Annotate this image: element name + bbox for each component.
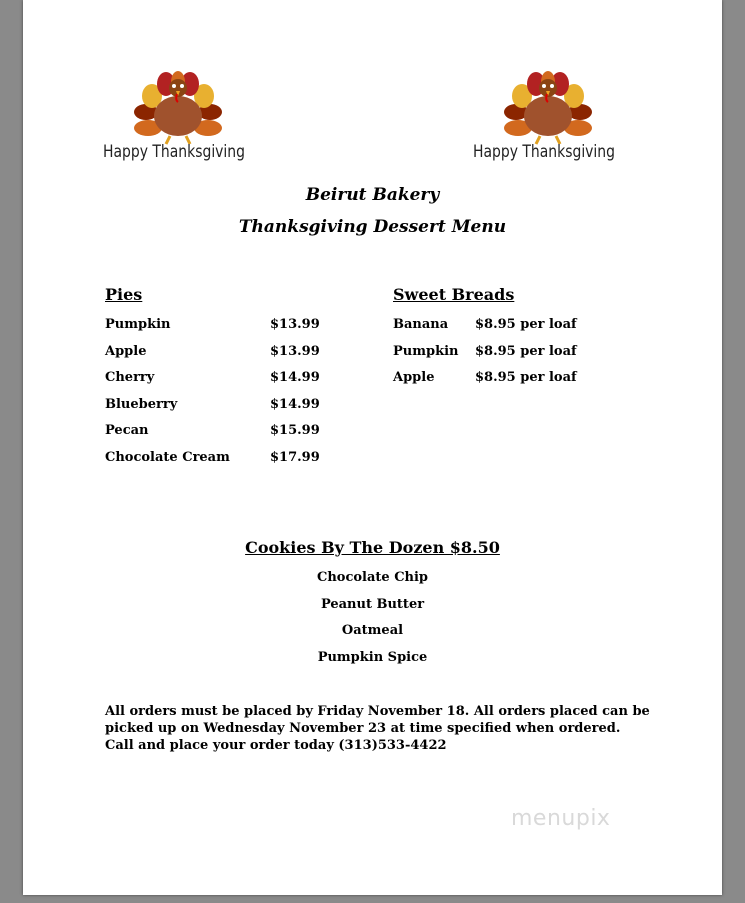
cookie-item: Peanut Butter (320, 597, 425, 612)
pie-price: $17.99 (270, 450, 320, 465)
bread-name: Apple (393, 370, 435, 385)
bread-name: Pumpkin (393, 344, 459, 359)
pie-price: $13.99 (270, 344, 320, 359)
menu-title: Thanksgiving Dessert Menu (238, 217, 507, 237)
pie-price: $15.99 (270, 423, 320, 438)
cookie-item: Chocolate Chip (316, 570, 429, 585)
pies-heading: Pies (105, 285, 143, 304)
turkey-icon (128, 70, 228, 145)
menu-page (23, 0, 722, 895)
pie-name: Pecan (105, 423, 149, 438)
sweet-breads-heading: Sweet Breads (393, 285, 515, 304)
cookies-heading: Cookies By The Dozen $8.50 (245, 538, 500, 557)
pie-name: Apple (105, 344, 147, 359)
pie-price: $14.99 (270, 397, 320, 412)
bread-price: $8.95 per loaf (475, 344, 577, 359)
note-line: Call and place your order today (313)533-4422 (105, 738, 447, 753)
cookie-item: Oatmeal (341, 623, 404, 638)
watermark: menupix (511, 806, 611, 831)
turkey-logo-left (103, 70, 253, 180)
bakery-name: Beirut Bakery (305, 185, 440, 205)
bread-price: $8.95 per loaf (475, 370, 577, 385)
bread-price: $8.95 per loaf (475, 317, 577, 332)
pie-price: $14.99 (270, 370, 320, 385)
turkey-logo-right (473, 70, 623, 180)
note-line: All orders must be placed by Friday November 18. All orders placed can be (105, 704, 650, 719)
note-line: picked up on Wednesday November 23 at time specified when ordered. (105, 721, 621, 736)
cookie-item: Pumpkin Spice (317, 650, 428, 665)
pie-price: $13.99 (270, 317, 320, 332)
pie-name: Blueberry (105, 397, 178, 412)
order-notes (105, 703, 665, 754)
bread-name: Banana (393, 317, 449, 332)
turkey-icon (498, 70, 598, 145)
pie-name: Cherry (105, 370, 155, 385)
logo-text: Happy Thanksgiving (473, 142, 616, 162)
pie-name: Pumpkin (105, 317, 171, 332)
pie-name: Chocolate Cream (105, 450, 230, 465)
logo-text: Happy Thanksgiving (103, 142, 246, 162)
